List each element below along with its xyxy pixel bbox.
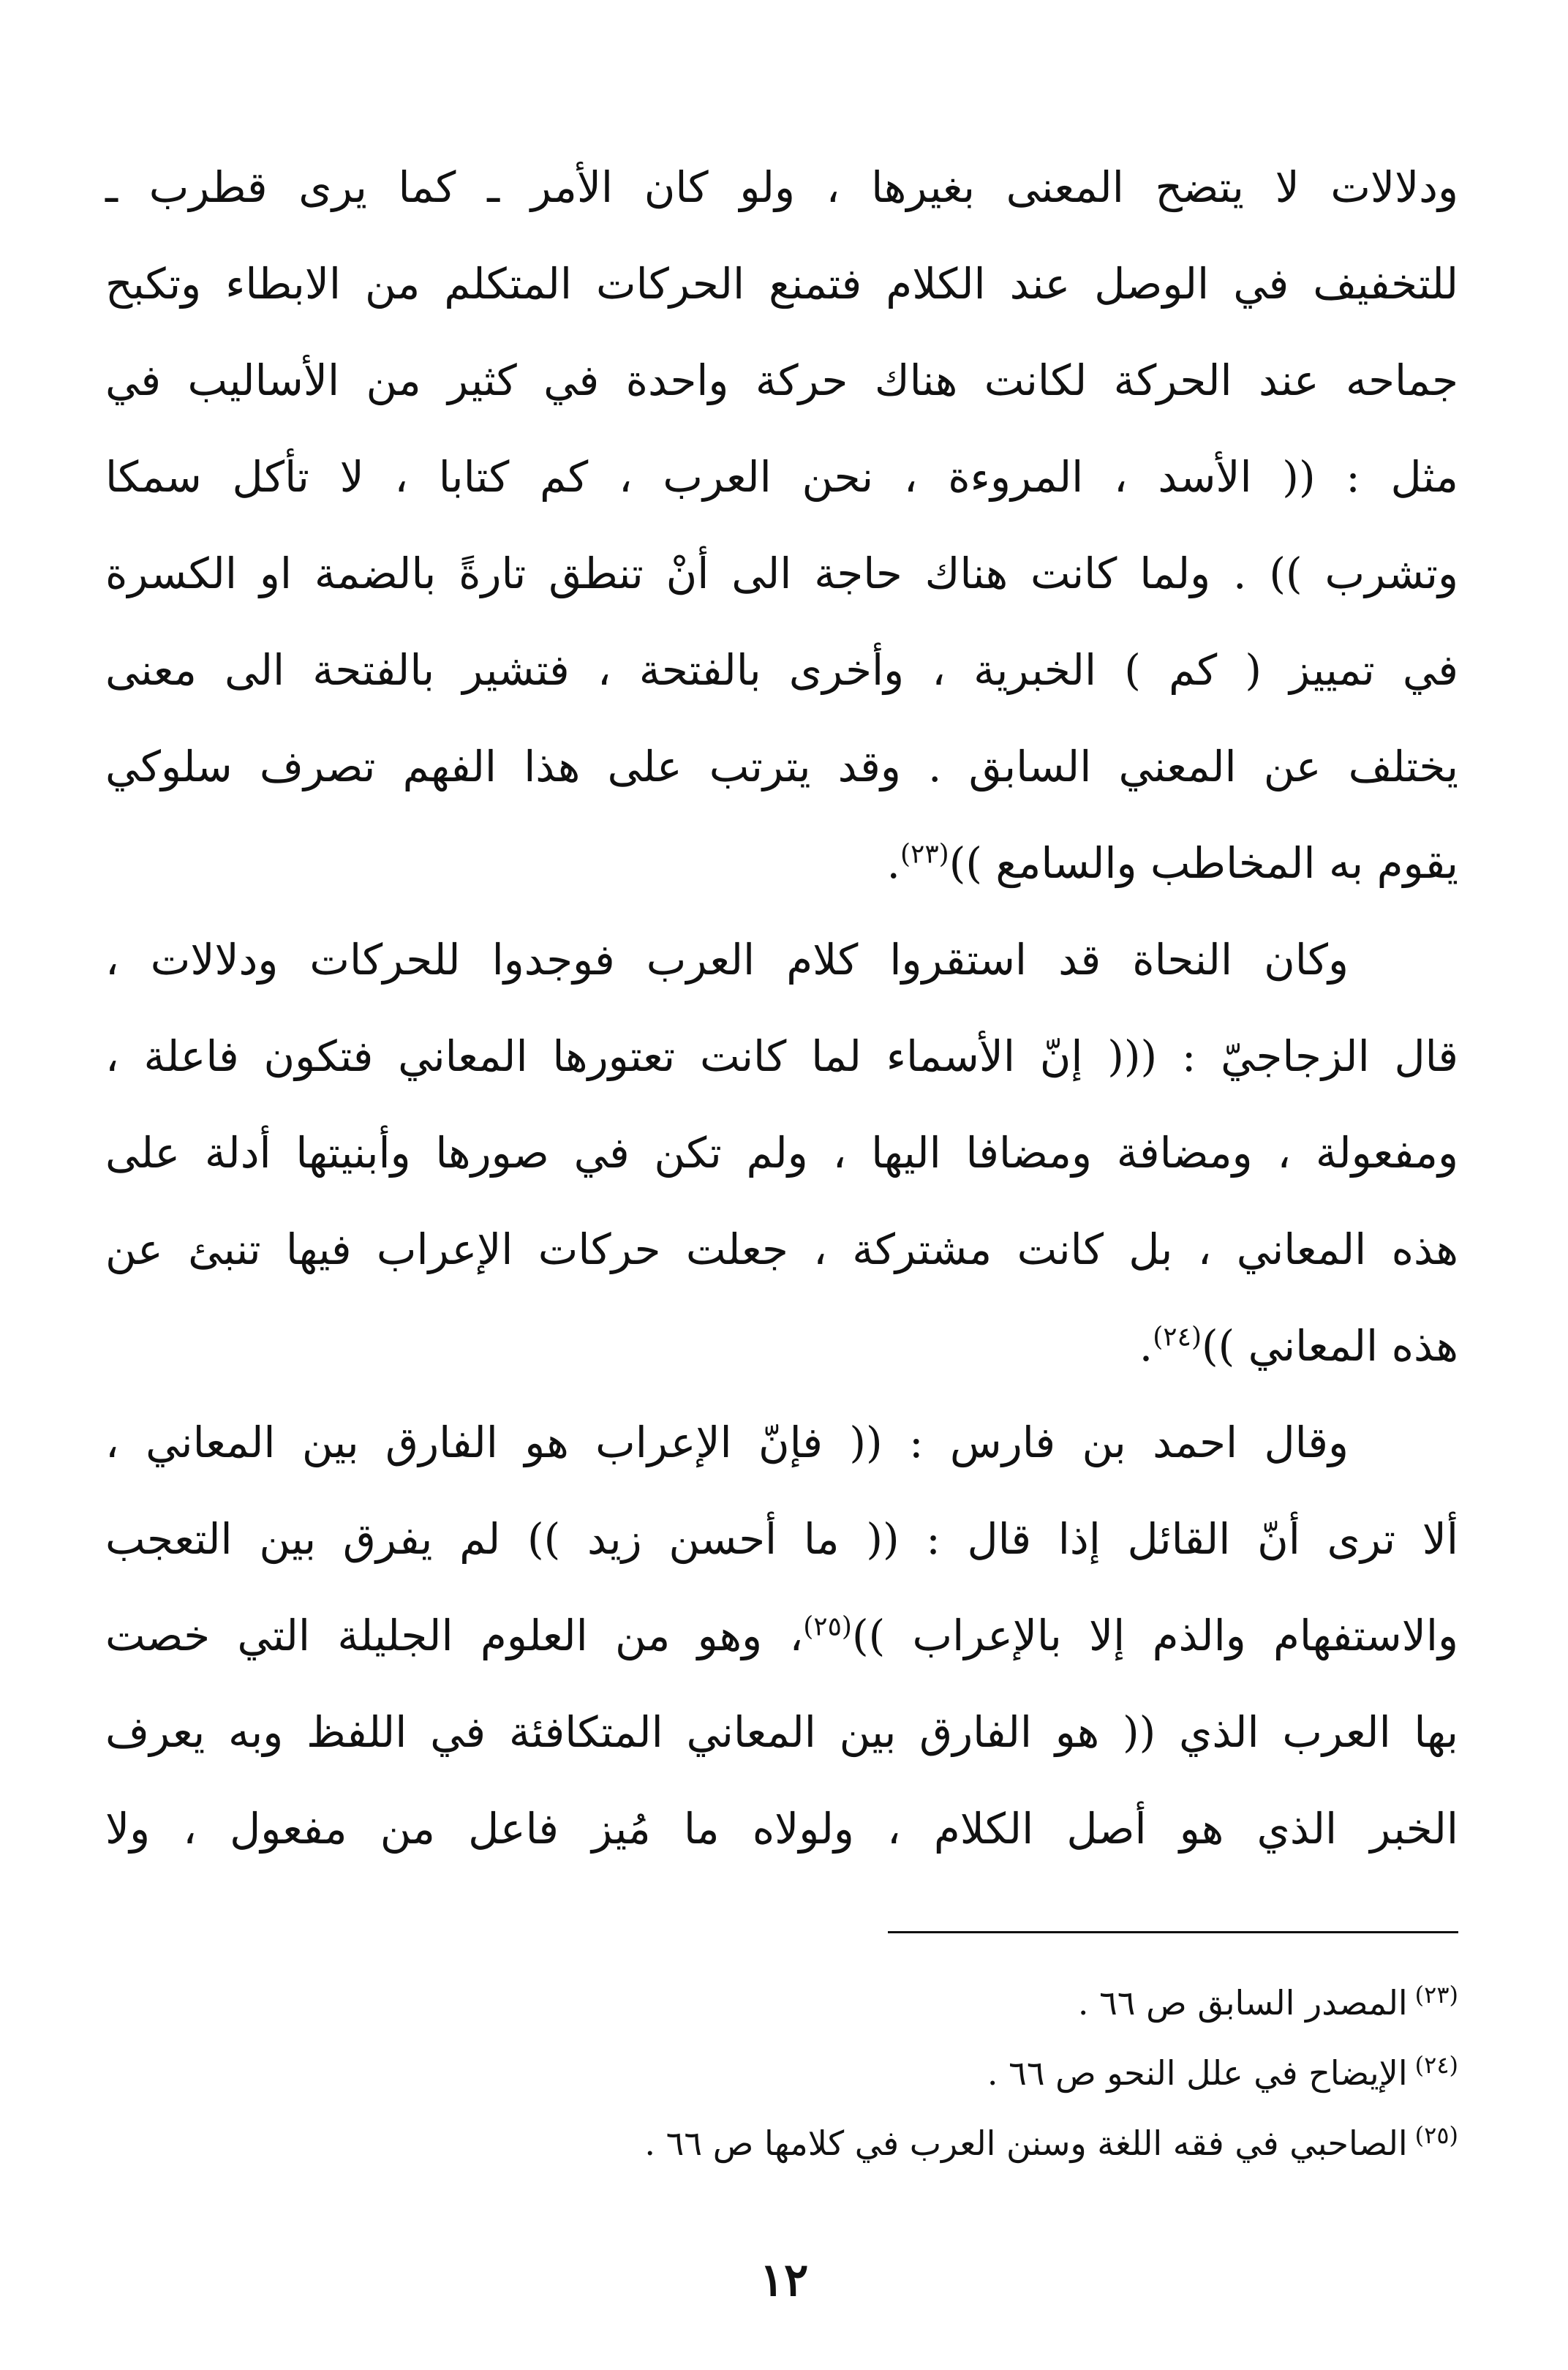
footnote-number: (٢٥) — [1414, 2121, 1458, 2149]
text-segment: يقوم به المخاطب والسامع )) — [949, 838, 1458, 888]
text-line: مثل : (( الأسد ، المروءة ، نحن العرب ، كم كتابا ، لا تأكل سمكا — [105, 452, 1458, 502]
text-line — [105, 815, 1458, 911]
text-line: للتخفيف في الوصل عند الكلام فتمنع الحركات المتكلم من الابطاء وتكبح — [105, 259, 1458, 309]
text-line: هذه المعاني ، بل كانت مشتركة ، جعلت حركات الإعراب فيها تنبئ عن — [105, 1224, 1458, 1274]
text-line: ومفعولة ، ومضافة ومضافا اليها ، ولم تكن في صورها وأبنيتها أدلة على — [105, 1128, 1458, 1178]
text-line: وتشرب )) . ولما كانت هناك حاجة الى أنْ تنطق تارةً بالضمة او الكسرة — [105, 549, 1458, 598]
text-line — [105, 1587, 1458, 1684]
text-line — [105, 1298, 1458, 1394]
text-segment: ، وهو من العلوم الجليلة التي خصت — [105, 1611, 804, 1660]
footnote-reference: (٢٣) — [900, 839, 949, 870]
footnote-item — [105, 2038, 1458, 2108]
footnote-item — [105, 1968, 1458, 2038]
sentence-end: . — [886, 838, 900, 888]
text-line: وكان النحاة قد استقروا كلام العرب فوجدوا للحركات ودلالات ، — [105, 935, 1349, 985]
sentence-end: . — [1139, 1321, 1153, 1371]
footnotes — [105, 1968, 1458, 2178]
footnote-number: (٢٣) — [1414, 1980, 1458, 2009]
text-segment: هذه المعاني )) — [1201, 1321, 1458, 1371]
body-text — [105, 139, 1458, 1877]
text-line: في تمييز ( كم ) الخبرية ، وأخرى بالفتحة ، فتشير بالفتحة الى معنى — [105, 645, 1458, 695]
footnote-separator — [888, 1931, 1458, 1933]
text-line: يختلف عن المعني السابق . وقد يترتب على هذا الفهم تصرف سلوكي — [105, 742, 1458, 791]
footnote-text: الإيضاح في علل النحو ص ٦٦ . — [987, 2053, 1408, 2093]
text-line: قال الزجاجيّ : ((( إنّ الأسماء لما كانت تعتورها المعاني فتكون فاعلة ، — [105, 1031, 1458, 1081]
text-line: ودلالات لا يتضح المعنى بغيرها ، ولو كان الأمر ـ كما يرى قطرب ـ — [105, 162, 1458, 212]
text-line: بها العرب الذي (( هو الفارق بين المعاني المتكافئة في اللفظ وبه يعرف — [105, 1707, 1458, 1757]
footnote-number: (٢٤) — [1414, 2050, 1458, 2079]
footnote-item — [105, 2108, 1458, 2178]
page-number: ١٢ — [759, 2253, 809, 2306]
text-line: ألا ترى أنّ القائل إذا قال : (( ما أحسن زيد )) لم يفرق بين التعجب — [105, 1514, 1458, 1564]
text-line: جماحه عند الحركة لكانت هناك حركة واحدة في كثير من الأساليب في — [105, 356, 1458, 405]
text-segment: والاستفهام والذم إلا بالإعراب )) — [851, 1611, 1458, 1660]
text-line: الخبر الذي هو أصل الكلام ، ولولاه ما مُيز فاعل من مفعول ، ولا — [105, 1804, 1458, 1854]
text-line: وقال احمد بن فارس : (( فإنّ الإعراب هو الفارق بين المعاني ، — [105, 1418, 1349, 1467]
footnote-reference: (٢٥) — [803, 1611, 852, 1642]
footnote-text: المصدر السابق ص ٦٦ . — [1077, 1983, 1408, 2023]
footnote-reference: (٢٤) — [1153, 1322, 1202, 1353]
footnote-text: الصاحبي في فقه اللغة وسنن العرب في كلامها ص ٦٦ . — [644, 2123, 1408, 2163]
